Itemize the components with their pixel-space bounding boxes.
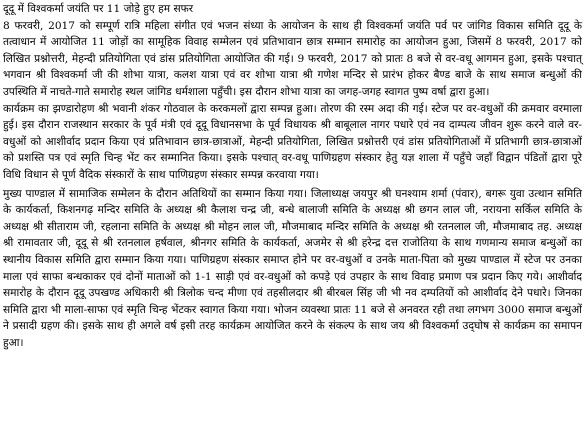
article-paragraph-felicitation: मुख्य पाण्डाल में सामाजिक सम्मेलन के दौरान अतिथियों का सम्मान किया गया। जिलाध्यक्ष जयपुर श्री घनश्याम शर्मा (पंवार), बगरू युवा उत्थान समिति के कार्यकर्ता, किशनगढ़ मन्दिर समिति के अध्यक्ष श्री कैलाश चन्द्र जी, बन्धे बालाजी समिति के अध्यक्ष श्री छगन लाल जी, नरायना सर्किल समिति के अध्यक्ष श्री सीताराम जी, रहलाना समिति के अध्यक्ष श्री मोहन लाल जी, मौजमाबाद मन्दिर समिति के अध्यक्ष श्री रतनलाल जी, मौजमाबाद तह. अध्यक्ष श्री रामावतार जी, दूदू से श्री रतनलाल हर्षवाल, श्रीनगर समिति के कार्यकर्ता, अजमेर से श्री हरेन्द्र दत्त राजोतिया के साथ गणमान्य समाज बन्धुओं का स्थानीय विकास समिति द्वारा सम्मान किया गया। पाणिग्रहण संस्कार समाप्त होने पर वर-वधुओं व उनके माता-पिता को मुख्य पाण्डाल में स्टेज पर उनका माला एवं साफा बन्धकाकर एवं दोनों माताओं को 1-1 साड़ी एवं वर-वधुओं को कपड़े एवं उपहार के साथ विवाह प्रमाण पत्र प्रदान किए गये। आशीर्वाद समारोह के दौरान दूदू उपखण्ड अधिकारी श्री त्रिलोक चन्द मीणा एवं तहसीलदार श्री बीरबल सिंह जी भी नव दम्पतियों को आशीर्वाद देने पधारे। जिनका समिति द्वारा भी माला-साफा एवं स्मृति चिन्ह भेंटकर स्वागत किया गया। भोजन व्यवस्था प्रातः 11 बजे से अनवरत रही तथा लगभग 3000 समाज बन्धुओं ने प्रसादी ग्रहण की। इसके साथ ही अगले वर्ष इसी तरह कार्यक्रम आयोजित करने के संकल्प के साथ जय श्री विश्वकर्मा उद्‌घोष से कार्यक्रम का समापन हुआ। bbox=[3, 187, 582, 349]
article-paragraph-ceremony: कार्यक्रम का झण्डारोहण श्री भवानी शंकर गोठवाल के करकमलों द्वारा सम्पन्न हुआ। तोरण की रस्म अदा की गई। स्टेज पर वर-वधुओं की क्रमवार वरमाला हुई। इस दौरान राजस्थान सरकार के पूर्व मंत्री एवं दूदू विधानसभा के पूर्व विधायक श्री बाबूलाल नागर पधारे एवं नव दाम्पत्य जीवन शुरू करने वाले वर-वधुओं को आशीर्वाद प्रदान किया एवं प्रतिभावान छात्र-छात्राओं, मेहन्दी प्रतियोगिता, लिखित प्रश्नोत्तरी एवं डांस प्रतियोगिताओं में प्रतिभागी छात्र-छात्राओं को प्रशस्ति पत्र एवं स्मृति चिन्ह भेंट कर सम्मानित किया। इसके पश्चात् वर-वधू पाणिग्रहण संस्कार हेतु यज्ञ शाला में पहुँचे जहाँ विद्वान पंडितों द्वारा पूरे विधि विधान से पूर्ण वैदिक संस्कारों के साथ पाणिग्रहण संस्कार सम्पन्न करवाया गया। bbox=[3, 102, 583, 181]
article-headline: दूदू में विश्वकर्मा जयंति पर 11 जोड़े हुए हम सफर bbox=[3, 3, 194, 15]
article-paragraph-event-schedule: 8 फरवरी, 2017 को सम्पूर्ण रात्रि महिला संगीत एवं भजन संध्या के आयोजन के साथ ही विश्वकर्मा जयंति पर्व पर जांगिड विकास समिति दूदू के तत्वाधान में आयोजित 11 जोड़ों का सामूहिक विवाह सम्मेलन एवं प्रतिभावान छात्र सम्मान समारोह का आयोजन हुआ, जिसमें 8 फरवरी, 2017 को लिखित प्रश्नोत्तरी, मेहन्दी प्रतियोगिता एवं डांस प्रतियोगिता आयोजित की गई। 9 फरवरी, 2017 को प्रातः 8 बजे से वर-वधू आगमन हुआ, इसके पश्चात् भगवान श्री विश्वकर्मा जी की शोभा यात्रा, कलश यात्रा एवं वर शोभा यात्रा श्री गणेश मन्दिर से प्रारंभ होकर बैण्ड बाजे के साथ समाज बन्धुओं की उपस्थिति में नाचते-गाते समारोह स्थल जांगिड धर्मशाला पहुँची। इस दौरान शोभा यात्रा का जगह-जगह स्वागत पुष्प वर्षा द्वारा हुआ। bbox=[3, 19, 582, 98]
